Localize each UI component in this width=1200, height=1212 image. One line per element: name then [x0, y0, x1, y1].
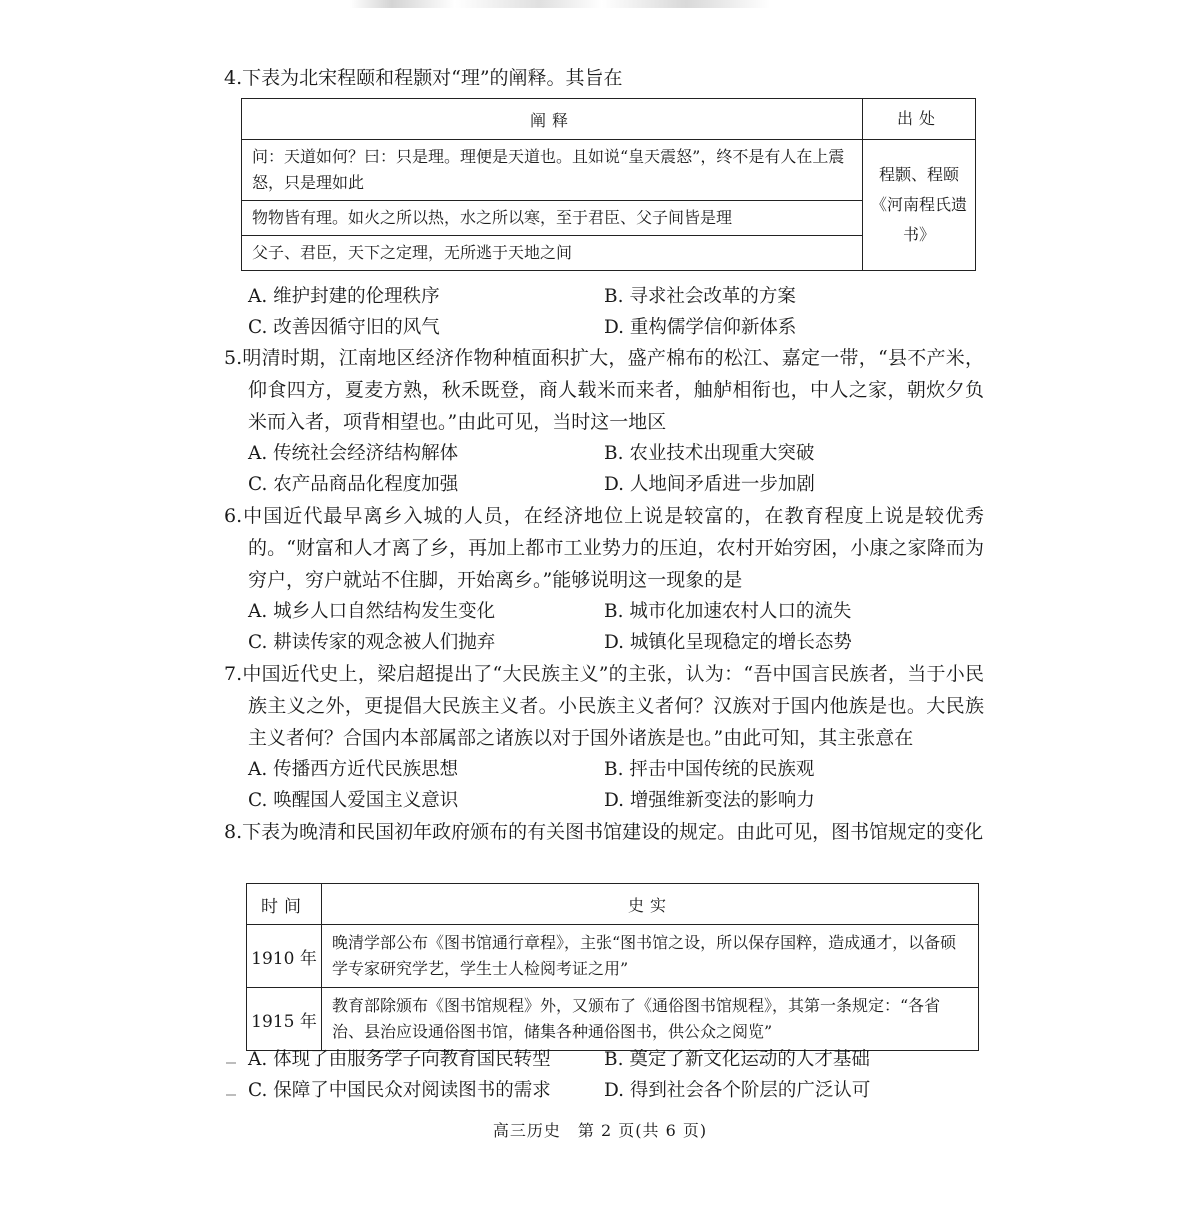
question-7-stem: 7.中国近代史上，梁启超提出了“大民族主义”的主张，认为：“吾中国言民族者，当于小民族主义之外，更提倡大民族主义者。小民族主义者何？汉族对于国内他族是也。大民族主义者何？合国内本部属部之诸族以对于国外诸族是也。”由此可知，其主张意在: [224, 663, 984, 749]
option-b[interactable]: B. 奠定了新文化运动的人才基础: [604, 1049, 870, 1070]
option-a[interactable]: A. 传统社会经济结构解体: [248, 443, 459, 464]
question-8: [224, 816, 984, 848]
question-7-options: [224, 754, 984, 816]
table-row: [247, 925, 979, 988]
option-a[interactable]: A. 维护封建的伦理秩序: [248, 286, 440, 307]
interpretation-cell: 物物皆有理。如火之所以热，水之所以寒，至于君臣、父子间皆是理: [242, 201, 863, 236]
question-4-options: [224, 281, 1008, 343]
option-b[interactable]: B. 寻求社会改革的方案: [604, 286, 796, 307]
fact-cell: 教育部除颁布《图书馆规程》外，又颁布了《通俗图书馆规程》，其第一条规定：“各省治、县治应设通俗图书馆，储集各种通俗图书，供公众之阅览”: [322, 988, 979, 1051]
question-5-options: [224, 438, 984, 500]
question-5-stem: 5.明清时期，江南地区经济作物种植面积扩大，盛产棉布的松江、嘉定一带，“县不产米，仰食四方，夏麦方熟，秋禾既登，商人载米而来者，舳舻相衔也，中人之家，朝炊夕负米而入者，项背相望也。”由此可见，当时这一地区: [224, 347, 984, 433]
question-7: [224, 658, 984, 816]
question-4-table: [241, 98, 976, 271]
question-5: [224, 342, 984, 500]
year-cell: 1910 年: [247, 925, 322, 988]
source-cell: 程颢、程颐《河南程氏遗书》: [863, 140, 976, 271]
fact-cell: 晚清学部公布《图书馆通行章程》，主张“图书馆之设，所以保存国粹，造成通才，以备硕学专家研究学艺，学生士人检阅考证之用”: [322, 925, 979, 988]
interpretation-cell: 父子、君臣，天下之定理，无所逃于天地之间: [242, 236, 863, 271]
option-c[interactable]: C. 耕读传家的观念被人们抛弃: [248, 632, 496, 653]
question-4: [224, 62, 984, 94]
option-c[interactable]: C. 保障了中国民众对阅读图书的需求: [248, 1080, 551, 1101]
option-d[interactable]: D. 人地间矛盾进一步加剧: [604, 474, 815, 495]
column-header-time: 时间: [247, 884, 322, 925]
column-header-interpretation: 阐释: [242, 99, 863, 140]
option-b[interactable]: B. 城市化加速农村人口的流失: [604, 601, 852, 622]
option-c[interactable]: C. 改善因循守旧的风气: [248, 317, 440, 338]
year-cell: 1915 年: [247, 988, 322, 1051]
table-header-row: [247, 884, 979, 925]
option-d[interactable]: D. 得到社会各个阶层的广泛认可: [604, 1080, 871, 1101]
scan-artifact: [350, 0, 770, 8]
option-a[interactable]: A. 城乡人口自然结构发生变化: [248, 601, 496, 622]
page-footer: 高三历史 第 2 页(共 6 页): [492, 1121, 708, 1140]
option-a[interactable]: A. 传播西方近代民族思想: [248, 759, 459, 780]
question-8-stem: 8.下表为晚清和民国初年政府颁布的有关图书馆建设的规定。由此可见，图书馆规定的变化: [224, 821, 984, 843]
option-c[interactable]: C. 农产品商品化程度加强: [248, 474, 459, 495]
option-d[interactable]: D. 城镇化呈现稳定的增长态势: [604, 632, 852, 653]
option-d[interactable]: D. 增强维新变法的影响力: [604, 790, 815, 811]
option-b[interactable]: B. 农业技术出现重大突破: [604, 443, 815, 464]
question-8-options: [224, 1044, 1008, 1106]
interpretation-cell: 问：天道如何？曰：只是理。理便是天道也。且如说“皇天震怒”，终不是有人在上震怒，只是理如此: [242, 140, 863, 201]
question-8-table: [246, 883, 979, 1051]
column-header-fact: 史实: [322, 884, 979, 925]
table-row: [247, 988, 979, 1051]
table-row: [242, 140, 976, 201]
option-d[interactable]: D. 重构儒学信仰新体系: [604, 317, 797, 338]
question-6: [224, 500, 984, 658]
question-6-stem: 6.中国近代最早离乡入城的人员，在经济地位上说是较富的，在教育程度上说是较优秀的。“财富和人才离了乡，再加上都市工业势力的压迫，农村开始穷困，小康之家降而为穷户，穷户就站不住脚，开始离乡。”能够说明这一现象的是: [224, 505, 984, 591]
table-header-row: [242, 99, 976, 140]
question-6-options: [224, 596, 984, 658]
question-4-stem: 4.下表为北宋程颐和程颢对“理”的阐释。其旨在: [224, 67, 623, 89]
option-a[interactable]: A. 体现了由服务学子向教育国民转型: [248, 1049, 551, 1070]
column-header-source: 出处: [863, 99, 976, 140]
option-c[interactable]: C. 唤醒国人爱国主义意识: [248, 790, 459, 811]
option-b[interactable]: B. 抨击中国传统的民族观: [604, 759, 815, 780]
